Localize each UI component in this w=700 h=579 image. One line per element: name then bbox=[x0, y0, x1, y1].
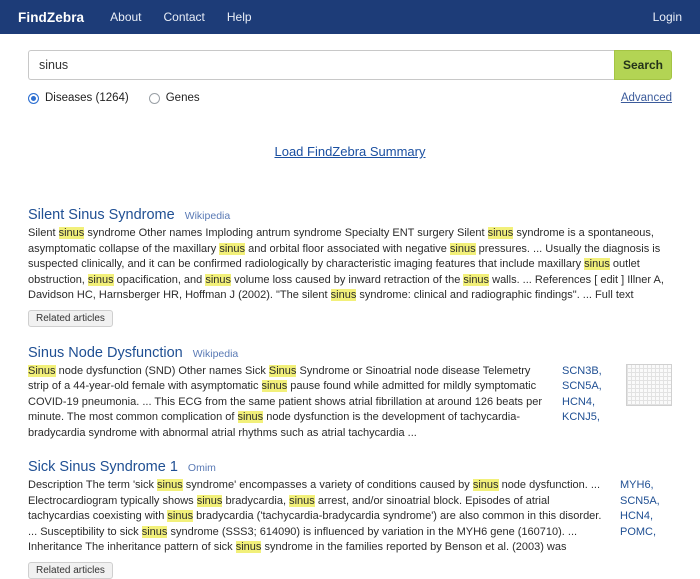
snippet-text: Description The term 'sick bbox=[28, 479, 158, 491]
load-summary-link[interactable]: Load FindZebra Summary bbox=[274, 144, 426, 159]
snippet-text: syndrome Other names Imploding antrum syndrome Specialty ENT surgery Silent bbox=[84, 227, 488, 239]
search-result bbox=[28, 459, 672, 579]
snippet-text: node dysfunction (SND) Other names Sick bbox=[55, 364, 269, 377]
result-title-link[interactable]: Silent Sinus Syndrome bbox=[28, 207, 175, 223]
gene-link[interactable]: SCN5A, bbox=[562, 380, 602, 392]
highlighted-term: sinus bbox=[58, 227, 85, 239]
search-result bbox=[28, 345, 672, 442]
snippet-text: syndrome in the families reported by Benson et al. (2003) was bbox=[261, 541, 567, 553]
highlighted-term: Sinus bbox=[28, 364, 56, 377]
search-result bbox=[28, 207, 672, 327]
result-source-link[interactable]: Wikipedia bbox=[184, 210, 231, 222]
snippet-text: outlet obstruction, bbox=[28, 258, 640, 286]
snippet-text: syndrome is a spontaneous, asymptomatic collapse of the maxillary bbox=[28, 227, 654, 255]
result-header bbox=[28, 459, 672, 475]
brand-logo[interactable]: FindZebra bbox=[18, 9, 85, 25]
search-section bbox=[0, 34, 700, 80]
snippet-text: volume loss caused by inward retraction of the bbox=[231, 273, 464, 286]
gene-link[interactable]: KCNJ5, bbox=[562, 411, 600, 423]
highlighted-term: sinus bbox=[289, 494, 315, 507]
snippet-text: walls. ... References [ edit ] Illner A, Davidson HC, Harnsberger HR, Hoffman J (2002). "The silent bbox=[28, 273, 664, 301]
result-title-link[interactable]: Sinus Node Dysfunction bbox=[28, 344, 183, 361]
highlighted-term: Sinus bbox=[268, 364, 297, 377]
result-title-link[interactable]: Sick Sinus Syndrome 1 bbox=[28, 459, 178, 475]
result-body bbox=[28, 364, 672, 442]
nav-link-login[interactable]: Login bbox=[652, 10, 682, 24]
highlighted-term: sinus bbox=[167, 510, 194, 522]
highlighted-term: sinus bbox=[205, 273, 232, 286]
snippet-text: node dysfunction is the development of tachycardia-bradycardia syndrome with abnormal atrial rhythms such as atrial tachycardia ... bbox=[28, 411, 521, 439]
result-type-radio-group bbox=[28, 92, 621, 104]
snippet-text: pause found while admitted for mildly symptomatic COVID-19 pneumonia. ... This ECG from the same patient shows atrial fibrillation at around 126 beats per minute. The most common complication of bbox=[28, 380, 542, 423]
radio-item-genes[interactable] bbox=[149, 92, 200, 104]
highlighted-term: sinus bbox=[487, 227, 514, 239]
nav-link-help[interactable]: Help bbox=[226, 10, 252, 24]
highlighted-term: sinus bbox=[449, 242, 476, 255]
gene-link[interactable]: HCN4, bbox=[562, 395, 596, 408]
search-button[interactable]: Search bbox=[614, 50, 672, 80]
highlighted-term: sinus bbox=[330, 289, 357, 301]
gene-link[interactable]: SCN5A, bbox=[620, 494, 660, 507]
highlighted-term: sinus bbox=[235, 541, 262, 553]
highlighted-term: sinus bbox=[237, 411, 264, 423]
gene-link[interactable]: POMC, bbox=[620, 525, 657, 538]
highlighted-term: sinus bbox=[219, 242, 246, 255]
result-thumbnail-image[interactable] bbox=[626, 364, 672, 406]
radio-diseases-label: Diseases (1264) bbox=[45, 92, 129, 104]
result-gene-list bbox=[620, 478, 672, 540]
search-input[interactable] bbox=[28, 50, 614, 80]
highlighted-term: sinus bbox=[196, 494, 223, 507]
snippet-text: pressures. ... Usually the diagnosis is suspected clinically, and it can be confirmed radiologically by characteristic imaging features that include maxillary bbox=[28, 242, 661, 270]
radio-diseases-icon[interactable] bbox=[28, 93, 39, 104]
highlighted-term: sinus bbox=[87, 273, 114, 286]
result-snippet bbox=[28, 478, 608, 556]
gene-link[interactable]: SCN3B, bbox=[562, 364, 602, 377]
gene-link[interactable]: MYH6, bbox=[620, 479, 654, 491]
highlighted-term: sinus bbox=[141, 525, 168, 538]
highlighted-term: sinus bbox=[584, 258, 610, 270]
highlighted-term: sinus bbox=[472, 479, 499, 491]
snippet-text: bradycardia ('tachycardia-bradycardia syndrome') are also common in this disorder. ... Susceptibility to sick bbox=[28, 510, 602, 538]
result-body bbox=[28, 226, 672, 304]
radio-item-diseases[interactable] bbox=[28, 92, 129, 104]
snippet-text: Silent bbox=[28, 227, 59, 239]
results-list bbox=[0, 207, 700, 579]
result-gene-list bbox=[562, 364, 614, 426]
result-body bbox=[28, 478, 672, 556]
snippet-text: syndrome' encompasses a variety of conditions caused by bbox=[182, 479, 473, 491]
radio-genes-label: Genes bbox=[165, 92, 200, 104]
result-header bbox=[28, 207, 672, 223]
result-source-link[interactable]: Omim bbox=[187, 462, 216, 474]
result-source-link[interactable]: Wikipedia bbox=[192, 347, 239, 360]
search-options-row bbox=[0, 80, 700, 104]
related-articles-button[interactable]: Related articles bbox=[28, 310, 113, 327]
radio-genes-icon[interactable] bbox=[149, 93, 160, 104]
highlighted-term: sinus bbox=[261, 380, 288, 392]
gene-link[interactable]: HCN4, bbox=[620, 510, 654, 522]
snippet-text: opacification, and bbox=[113, 273, 206, 286]
snippet-text: Syndrome or Sinoatrial node disease Telemetry strip of a 44-year-old female with asymptomatic bbox=[28, 364, 531, 392]
highlighted-term: sinus bbox=[157, 479, 183, 491]
nav-links bbox=[110, 10, 652, 24]
nav-link-contact[interactable]: Contact bbox=[163, 10, 205, 24]
highlighted-term: sinus bbox=[463, 273, 490, 286]
snippet-text: syndrome (SSS3; 614090) is influenced by variation in the MYH6 gene (160710). ... Inheritance The inheritance pattern of sick bbox=[28, 525, 578, 553]
top-navbar bbox=[0, 0, 700, 34]
snippet-text: arrest, and/or sinoatrial block. Episodes of atrial tachycardias coexisting with bbox=[28, 494, 550, 522]
summary-section bbox=[0, 144, 700, 159]
snippet-text: syndrome: clinical and radiographic findings". ... Full text bbox=[356, 289, 634, 301]
snippet-text: and orbital floor associated with negative bbox=[245, 242, 450, 255]
result-snippet bbox=[28, 226, 672, 304]
snippet-text: bradycardia, bbox=[222, 494, 290, 507]
search-row bbox=[28, 50, 672, 80]
nav-link-about[interactable]: About bbox=[110, 10, 142, 24]
result-header bbox=[28, 345, 672, 361]
result-snippet bbox=[28, 364, 550, 442]
related-articles-button[interactable]: Related articles bbox=[28, 562, 113, 579]
advanced-search-link[interactable]: Advanced bbox=[620, 92, 672, 104]
snippet-text: node dysfunction. ... Electrocardiogram typically shows bbox=[28, 479, 601, 507]
